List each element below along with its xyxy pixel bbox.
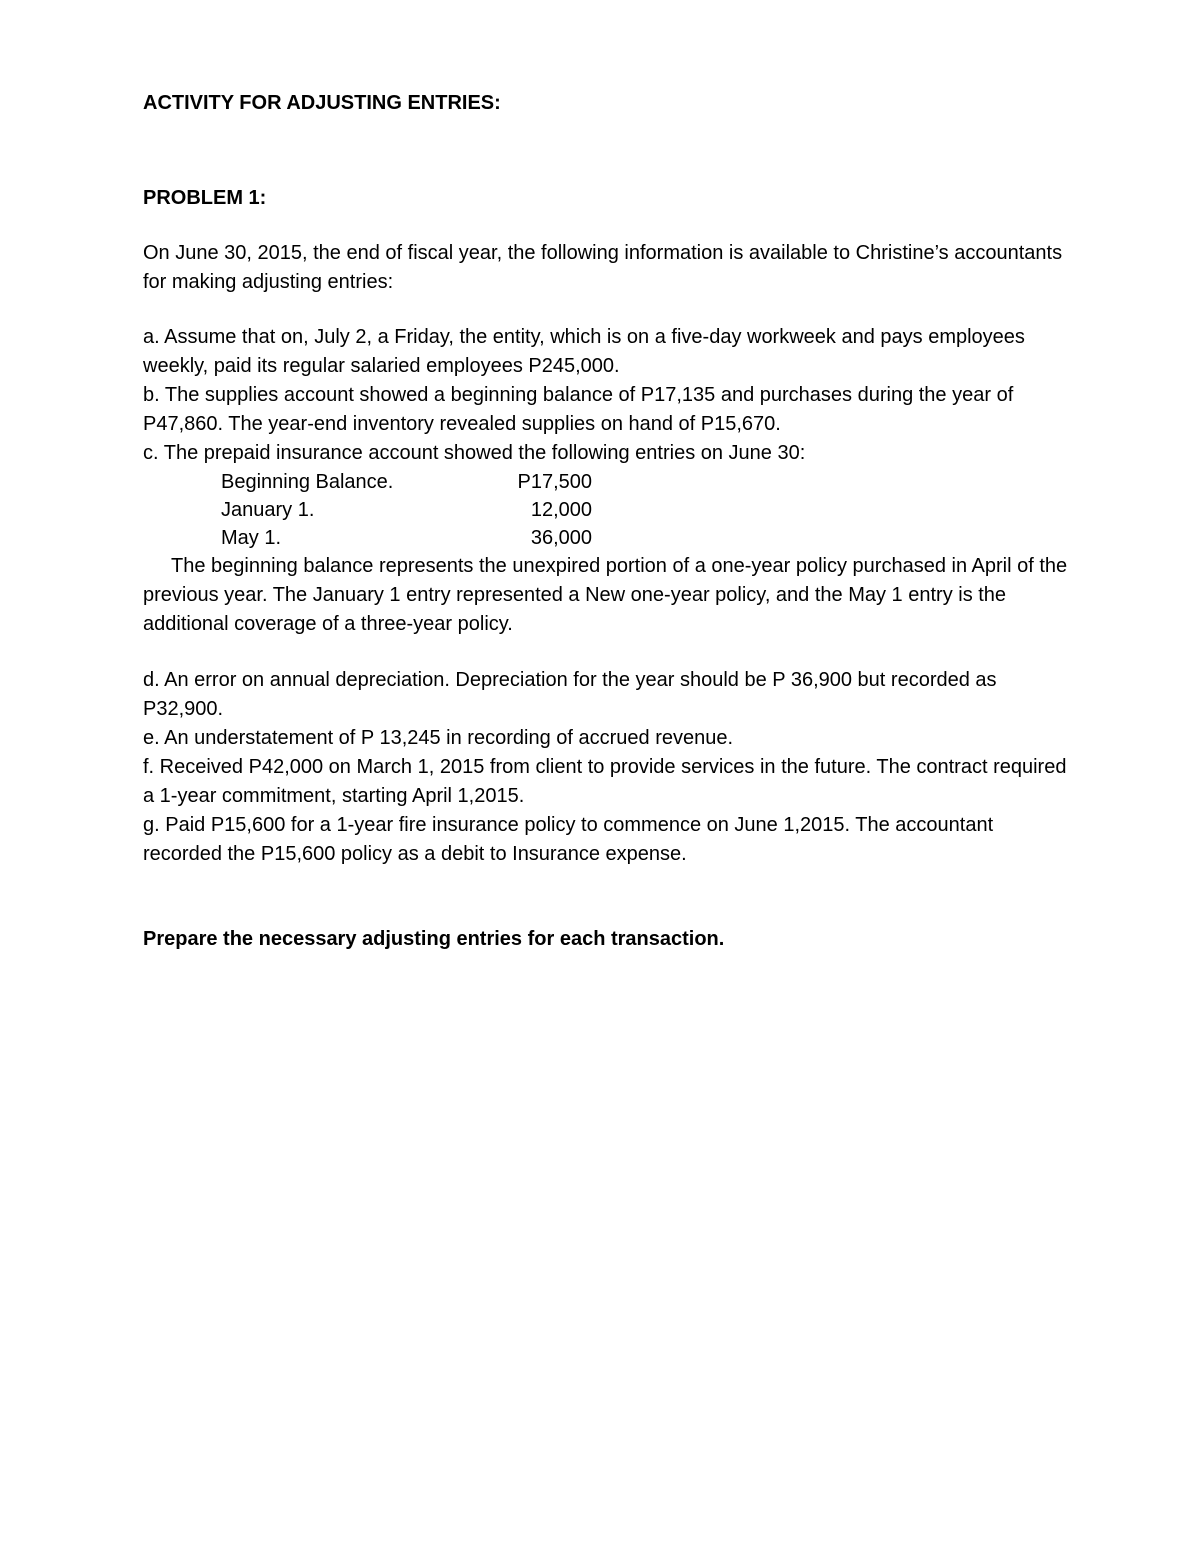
schedule-row — [221, 496, 1073, 524]
schedule-label: January 1. — [221, 499, 315, 521]
document-body — [143, 89, 1073, 954]
prepaid-insurance-schedule — [143, 468, 1073, 552]
item-f: f. Received P42,000 on March 1, 2015 from client to provide services in the future. The contract required a 1-year commitment, starting April 1,2015. — [143, 756, 1067, 807]
item-c: c. The prepaid insurance account showed the following entries on June 30: — [143, 442, 806, 464]
schedule-note: The beginning balance represents the unexpired portion of a one-year policy purchased in April of the previous year. The January 1 entry represented a New one-year policy, and the May 1 entry is the additional coverage of a three-year policy. — [143, 555, 1068, 635]
schedule-amount: 36,000 — [530, 527, 592, 549]
schedule-row — [221, 524, 1073, 552]
intro-paragraph: On June 30, 2015, the end of fiscal year, the following information is available to Christine’s accountants for making adjusting entries: — [143, 242, 1063, 293]
item-a: a. Assume that on, July 2, a Friday, the entity, which is on a five-day workweek and pays employees weekly, paid its regular salaried employees P245,000. — [143, 326, 1025, 377]
item-g: g. Paid P15,600 for a 1-year fire insurance policy to commence on June 1,2015. The accountant recorded the P15,600 policy as a debit to Insurance expense. — [143, 814, 994, 865]
item-list-part-1 — [143, 323, 1073, 639]
schedule-label: Beginning Balance. — [221, 471, 394, 493]
problem-heading: PROBLEM 1: — [143, 187, 267, 209]
item-list-part-2 — [143, 666, 1073, 869]
item-b: b. The supplies account showed a beginning balance of P17,135 and purchases during the year of P47,860. The year-end inventory revealed supplies on hand of P15,670. — [143, 384, 1014, 435]
schedule-label: May 1. — [221, 527, 282, 549]
document-title: ACTIVITY FOR ADJUSTING ENTRIES: — [143, 92, 501, 114]
item-d: d. An error on annual depreciation. Depreciation for the year should be P 36,900 but recorded as P32,900. — [143, 669, 997, 720]
schedule-amount: 12,000 — [530, 499, 592, 521]
schedule-row — [221, 468, 1073, 496]
item-e: e. An understatement of P 13,245 in recording of accrued revenue. — [143, 727, 734, 749]
instruction-text: Prepare the necessary adjusting entries for each transaction. — [143, 928, 725, 950]
schedule-amount: P17,500 — [517, 471, 592, 493]
